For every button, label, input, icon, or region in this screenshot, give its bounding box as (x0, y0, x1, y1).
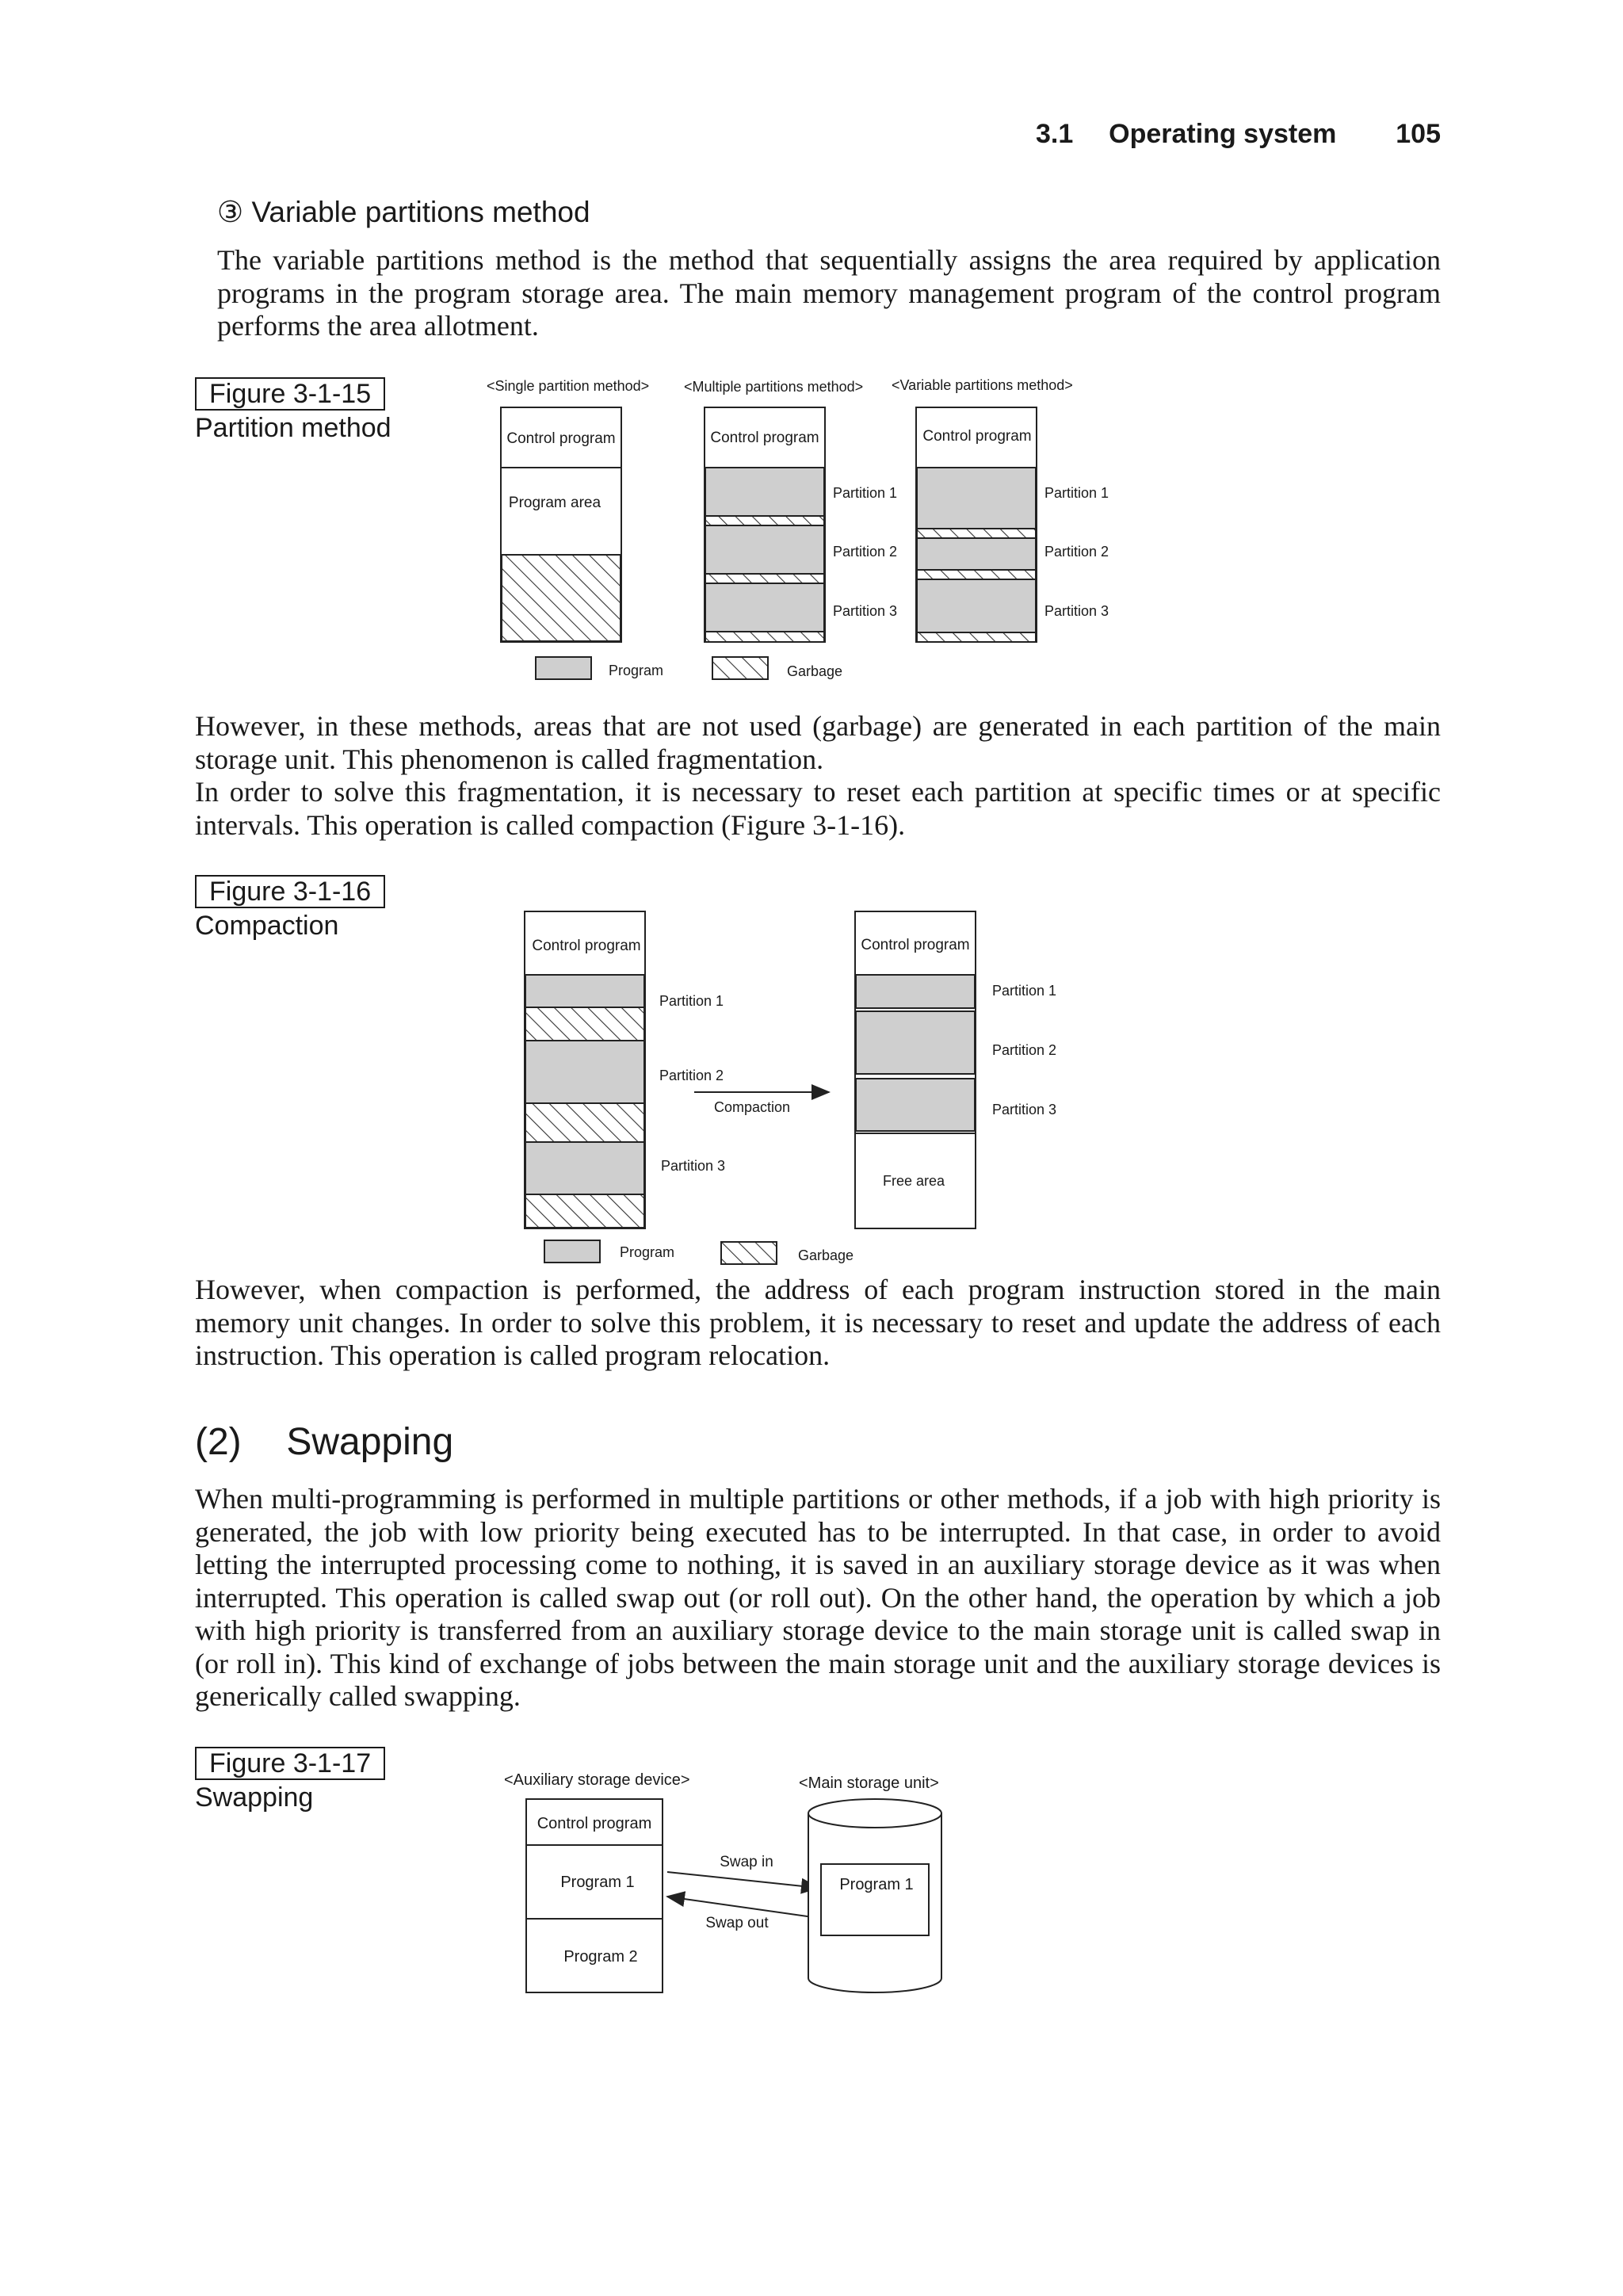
variable-partitions-title: <Variable partitions method> (892, 377, 1073, 393)
compaction-before-partition-2-label: Partition 2 (659, 1068, 724, 1083)
compaction-after-partition-1-label: Partition 1 (992, 983, 1057, 999)
aux-program-2-label: Program 2 (563, 1948, 638, 1966)
swap-in-arrow (667, 1872, 819, 1888)
compaction-before-control-label: Control program (532, 938, 641, 954)
compaction-after-control-label: Control program (861, 937, 970, 953)
main-program-1-label: Program 1 (839, 1876, 914, 1893)
page-number: 105 (1396, 119, 1441, 149)
section-title-swapping: Swapping (286, 1421, 454, 1463)
aux-storage-title: <Auxiliary storage device> (504, 1771, 690, 1789)
main-program-1-box (821, 1864, 929, 1935)
multiple-partition-3-label: Partition 3 (833, 603, 898, 619)
compaction-after-partition-2-label: Partition 2 (992, 1042, 1057, 1058)
swap-in-label: Swap in (720, 1854, 773, 1870)
legend16-garbage-label: Garbage (798, 1247, 854, 1263)
main-storage-cylinder (808, 1799, 941, 1992)
variable-control-label: Control program (922, 428, 1032, 445)
compaction-before-partition-3-label: Partition 3 (661, 1158, 726, 1174)
compaction-after-partition-3-label: Partition 3 (992, 1102, 1057, 1117)
legend16-program-label: Program (620, 1244, 675, 1260)
fragmentation-paragraph: However, in these methods, areas that are not used (garbage) are generated in each partition of the main storage unit. This phenomenon is called fragmentation. (195, 710, 1441, 775)
swap-out-label: Swap out (705, 1915, 769, 1931)
single-control-label: Control program (506, 430, 616, 447)
aux-storage-block (526, 1799, 663, 1992)
section-number-2: (2) (195, 1421, 242, 1463)
multiple-control-label: Control program (710, 430, 819, 446)
variable-partition-3-label: Partition 3 (1044, 603, 1109, 619)
section-number: 3.1 (1035, 119, 1074, 149)
swapping-paragraph: When multi-programming is performed in multiple partitions or other methods, if a job with high priority is generated, the job with low priority being executed has to be interrupted. In that case, in order to avoid letting the interrupted processing come to nothing, it is saved in an auxiliary storage device as it was when interrupted. This operation is called swap out (or roll out). On the other hand, the operation by which a job with high priority is transferred from an auxiliary storage device to the main storage unit is called swap in (or roll in). This kind of exchange of jobs between the main storage unit and the auxiliary storage devices is generically called swapping. (195, 1483, 1441, 1712)
aux-control-program-label: Control program (537, 1815, 652, 1832)
legend-garbage-label: Garbage (787, 663, 843, 679)
legend-program-label: Program (609, 663, 664, 678)
relocation-paragraph: However, when compaction is performed, the address of each program instruction stored in the main memory unit changes. In order to solve this problem, it is necessary to reset and update the address of each instruction. This operation is called program relocation. (195, 1274, 1441, 1371)
free-area-label: Free area (882, 1173, 945, 1189)
multiple-partition-2-label: Partition 2 (833, 544, 898, 560)
variable-partitions-paragraph: The variable partitions method is the method that sequentially assigns the area required by application programs in the program storage area. The main memory management program of the control program performs the area allotment. (217, 244, 1441, 342)
main-storage-title: <Main storage unit> (799, 1775, 939, 1792)
figure-17-caption: Swapping (195, 1782, 314, 1813)
aux-program-1-label: Program 1 (560, 1874, 635, 1891)
figure-16-number: Figure 3-1-16 (195, 875, 385, 908)
figure-15-caption: Partition method (195, 413, 391, 443)
compaction-intro-paragraph: In order to solve this fragmentation, it is necessary to reset each partition at specific times or at specific intervals. This operation is called compaction (Figure 3-1-16). (195, 776, 1441, 841)
figure-17-number: Figure 3-1-17 (195, 1747, 385, 1780)
figure-16-caption: Compaction (195, 911, 339, 941)
single-partition-title: <Single partition method> (487, 378, 650, 394)
figure-15-number: Figure 3-1-15 (195, 377, 385, 411)
multiple-partitions-title: <Multiple partitions method> (684, 379, 864, 395)
compaction-before-partition-1-label: Partition 1 (659, 993, 724, 1009)
circled-three-marker: ③ (217, 196, 244, 228)
variable-partition-1-label: Partition 1 (1044, 485, 1109, 501)
variable-partition-2-label: Partition 2 (1044, 544, 1109, 560)
multiple-partition-1-label: Partition 1 (833, 485, 898, 501)
compaction-arrow-label: Compaction (713, 1099, 791, 1115)
single-program-area-label: Program area (508, 495, 601, 511)
subsection-title: Variable partitions method (251, 196, 590, 228)
chapter-title: Operating system (1109, 119, 1337, 149)
